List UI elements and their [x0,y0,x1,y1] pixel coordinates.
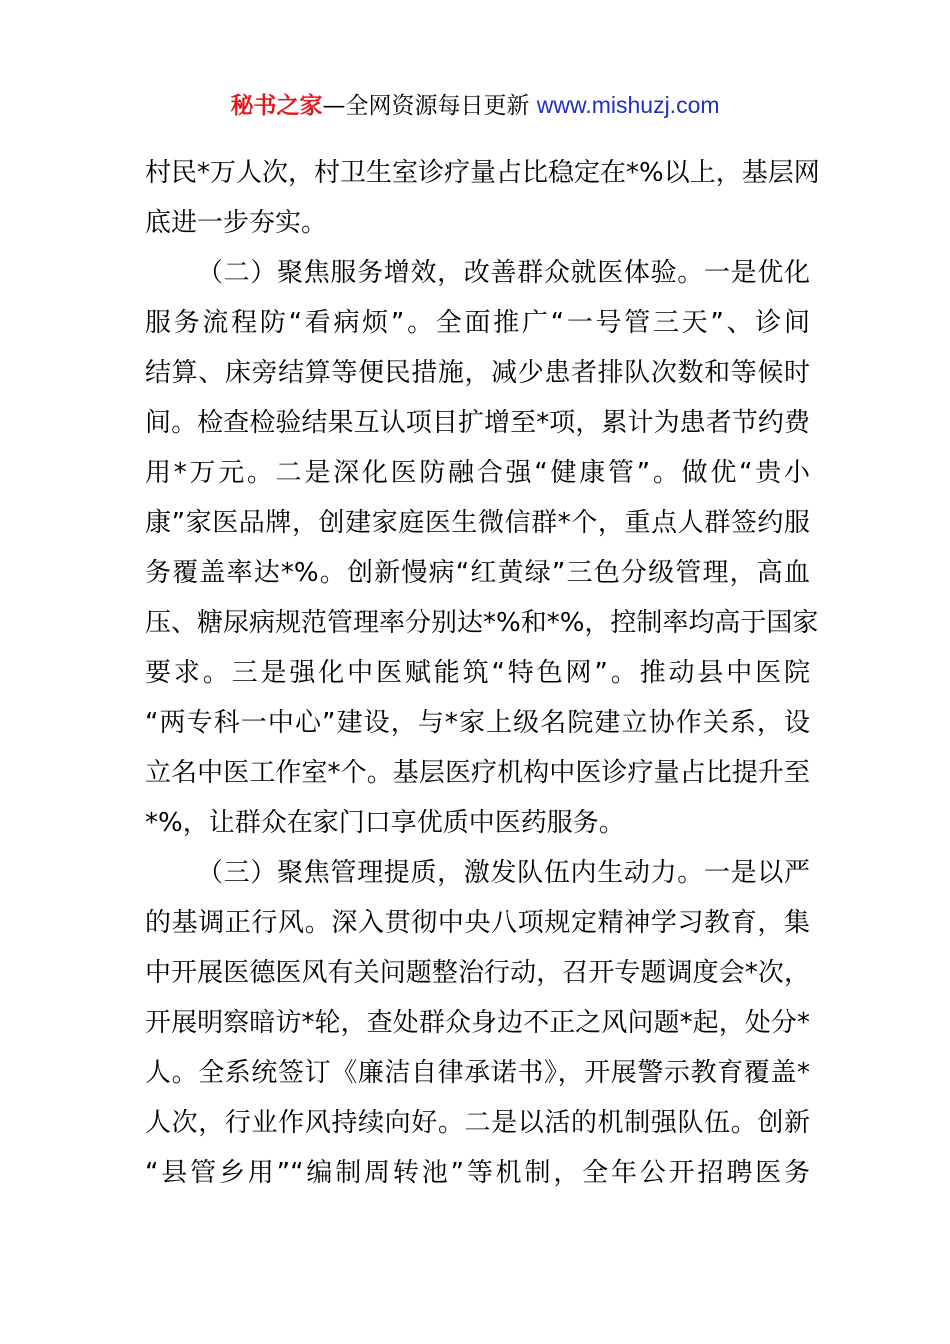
text-line: 间。检查检验结果互认项目扩增至*项，累计为患者节约费 [145,408,810,438]
text-line: 康”家医品牌，创建家庭医生微信群*个，重点人群签约服 [145,508,810,538]
text-line: 务覆盖率达*%。创新慢病“红黄绿”三色分级管理，高血 [145,558,810,588]
text-line: *%，让群众在家门口享优质中医药服务。 [145,808,625,838]
text-line: 中开展医德医风有关问题整治行动，召开专题调度会*次， [145,958,810,988]
paragraph-first-line: （三）聚焦管理提质，激发队伍内生动力。一是以严 [197,858,810,888]
text-line: 人。全系统签订《廉洁自律承诺书》，开展警示教育覆盖* [145,1058,810,1088]
text-line: 结算、床旁结算等便民措施，减少患者排队次数和等候时 [145,358,810,388]
text-line: 压、糖尿病规范管理率分别达*%和*%，控制率均高于国家 [145,608,819,638]
text-line: “县管乡用”“编制周转池”等机制，全年公开招聘医务 [145,1158,810,1188]
text-line: 人次，行业作风持续向好。二是以活的机制强队伍。创新 [145,1108,810,1138]
text-line: 要求。三是强化中医赋能筑“特色网”。推动县中医院 [145,658,810,688]
site-url-link[interactable]: www.mishuzj.com [536,92,720,118]
text-line: 用*万元。二是深化医防融合强“健康管”。做优“贵小 [145,458,810,488]
text-line: 村民*万人次，村卫生室诊疗量占比稳定在*%以上，基层网 [145,158,820,188]
text-line: 立名中医工作室*个。基层医疗机构中医诊疗量占比提升至 [145,758,810,788]
text-line: 开展明察暗访*轮，查处群众身边不正之风问题*起，处分* [145,1008,810,1038]
brand-name: 秘书之家 [230,93,323,119]
text-line: “两专科一中心”建设，与*家上级名院建立协作关系，设 [145,708,810,738]
watermark-header [0,88,950,123]
header-slogan: —全网资源每日更新 [322,93,537,119]
text-line: 服务流程防“看病烦”。全面推广“一号管三天”、诊间 [145,308,810,338]
text-line: 的基调正行风。深入贯彻中央八项规定精神学习教育，集 [145,908,810,938]
document-body [145,148,820,1198]
paragraph-first-line: （二）聚焦服务增效，改善群众就医体验。一是优化 [197,258,810,288]
text-line: 底进一步夯实。 [145,208,328,238]
